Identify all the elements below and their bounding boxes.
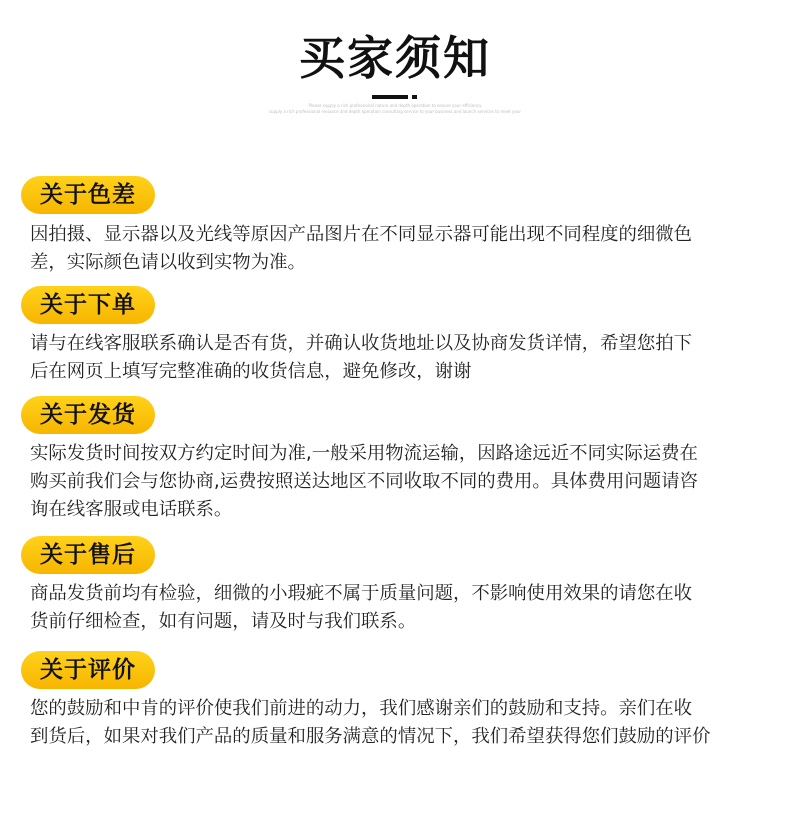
section-label: 关于色差 bbox=[21, 176, 155, 214]
title-underline-dot bbox=[412, 95, 417, 99]
section-body bbox=[30, 695, 770, 751]
section-label: 关于发货 bbox=[21, 396, 155, 434]
body-line: 差，实际颜色请以收到实物为准。 bbox=[30, 252, 306, 273]
section-body bbox=[30, 580, 770, 636]
section-body bbox=[30, 221, 770, 277]
fine-print-line-1: Please supply a rich professional nature and depth operation to ensure your efficiency bbox=[308, 103, 482, 108]
body-line: 请与在线客服联系确认是否有货，并确认收货地址以及协商发货详情，希望您拍下 bbox=[30, 333, 693, 354]
body-line: 后在网页上填写完整准确的收货信息，避免修改，谢谢 bbox=[30, 361, 472, 382]
body-line: 商品发货前均有检验，细微的小瑕疵不属于质量问题，不影响使用效果的请您在收 bbox=[30, 583, 693, 604]
body-line: 购买前我们会与您协商,运费按照送达地区不同收取不同的费用。具体费用问题请咨 bbox=[30, 471, 698, 492]
body-line: 询在线客服或电话联系。 bbox=[30, 499, 233, 520]
body-line: 因拍摄、显示器以及光线等原因产品图片在不同显示器可能出现不同程度的细微色 bbox=[30, 224, 693, 245]
fine-print-line-2: supply a rich professional resource and depth operation consulting service to your business and launch services to meet your bbox=[268, 109, 522, 114]
section-body bbox=[30, 330, 770, 386]
page-header bbox=[0, 0, 790, 130]
section-label: 关于售后 bbox=[21, 536, 155, 574]
body-line: 实际发货时间按双方约定时间为准,一般采用物流运输，因路途远近不同实际运费在 bbox=[30, 443, 698, 464]
title-underline bbox=[372, 95, 408, 99]
body-line: 货前仔细检查，如有问题，请及时与我们联系。 bbox=[30, 611, 417, 632]
page-title: 买家须知 bbox=[299, 31, 491, 85]
section-body bbox=[30, 440, 770, 524]
section-label: 关于评价 bbox=[21, 651, 155, 689]
body-line: 到货后，如果对我们产品的质量和服务满意的情况下，我们希望获得您们鼓励的评价 bbox=[30, 726, 711, 747]
body-line: 您的鼓励和中肯的评价使我们前进的动力，我们感谢亲们的鼓励和支持。亲们在收 bbox=[30, 698, 693, 719]
section-label: 关于下单 bbox=[21, 286, 155, 324]
